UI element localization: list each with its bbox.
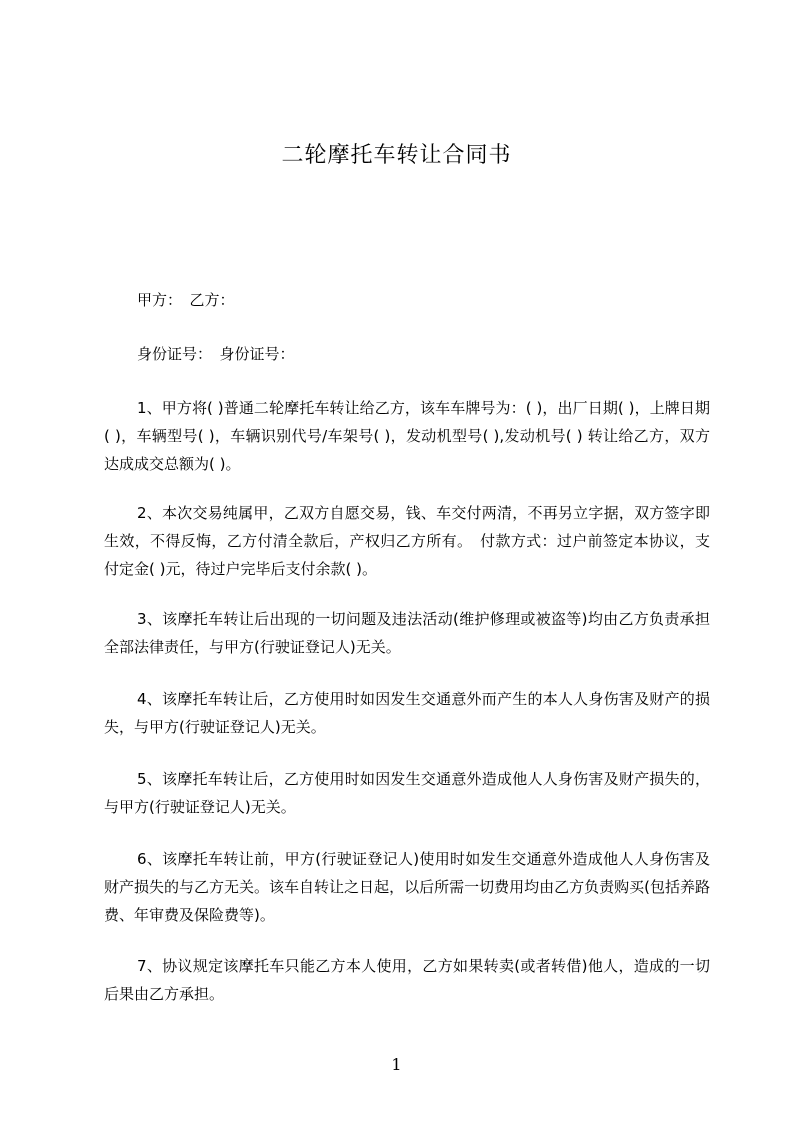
document-title: 二轮摩托车转让合同书 — [281, 143, 512, 168]
id-numbers-line: 身份证号： 身份证号： — [137, 345, 295, 363]
page-number: 1 — [391, 1055, 402, 1074]
party-names-line: 甲方： 乙方： — [137, 291, 235, 309]
clause-1: 1、甲方将( )普通二轮摩托车转让给乙方，该车车牌号为：( )，出厂日期( )，上牌日期( )，车辆型号( )，车辆识别代号/车架号( )，发动机型号( ),发动机号( ) 转让给乙方，双方达成成交总额为( )。 — [104, 399, 710, 473]
clause-5: 5、该摩托车转让后，乙方使用时如因发生交通意外造成他人人身伤害及财产损失的，与甲方(行驶证登记人)无关。 — [104, 770, 710, 816]
clause-6: 6、该摩托车转让前，甲方(行驶证登记人)使用时如发生交通意外造成他人人身伤害及财产损失的与乙方无关。该车自转让之日起，以后所需一切费用均由乙方负责购买(包括养路费、年审费及保险费等)。 — [104, 850, 710, 924]
clause-3: 3、该摩托车转让后出现的一切问题及违法活动(维护修理或被盗等)均由乙方负责承担全部法律责任，与甲方(行驶证登记人)无关。 — [104, 610, 710, 656]
clause-7: 7、协议规定该摩托车只能乙方本人使用，乙方如果转卖(或者转借)他人，造成的一切后果由乙方承担。 — [104, 957, 710, 1003]
clause-4: 4、该摩托车转让后，乙方使用时如因发生交通意外而产生的本人人身伤害及财产的损失，与甲方(行驶证登记人)无关。 — [104, 690, 710, 736]
clause-2: 2、本次交易纯属甲，乙双方自愿交易，钱、车交付两清，不再另立字据，双方签字即生效，不得反悔，乙方付清全款后，产权归乙方所有。 付款方式：过户前签定本协议，支付定金( )元，待过户完毕后支付余款( )。 — [104, 504, 710, 578]
